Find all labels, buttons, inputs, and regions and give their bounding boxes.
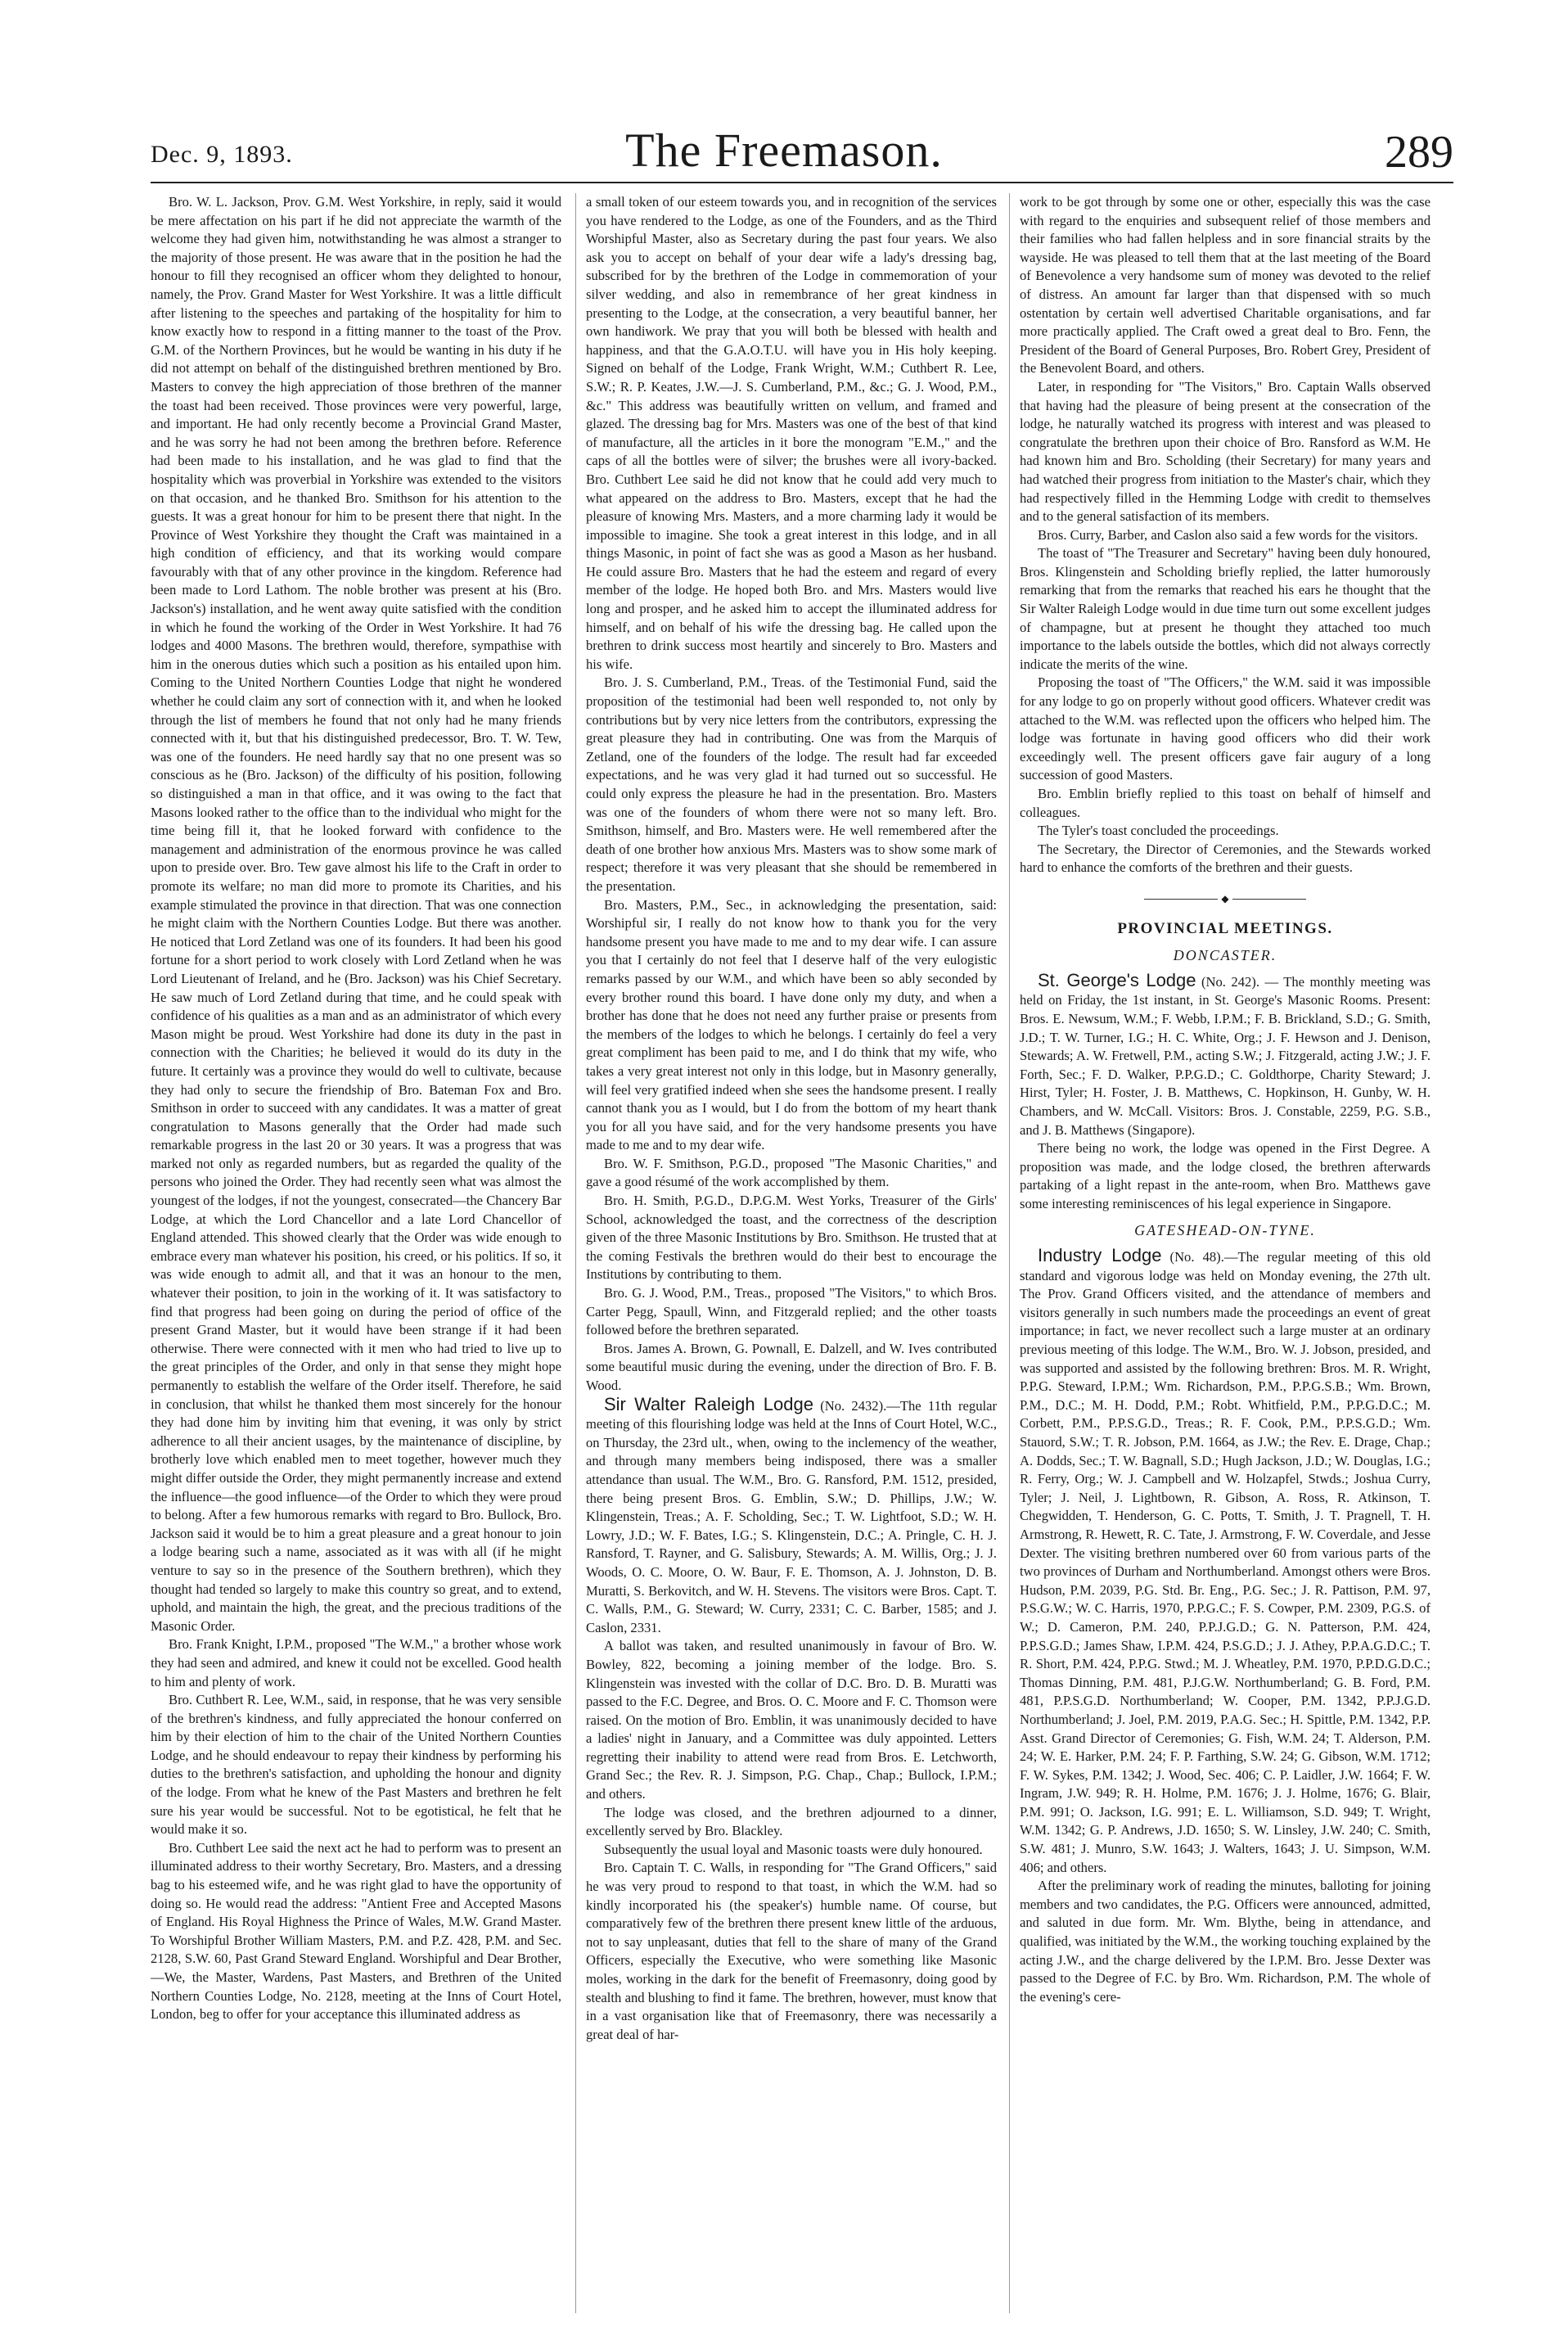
lodge-number: (No. 242). — [1201, 973, 1259, 990]
lodge-name: Sir Walter Raleigh Lodge — [604, 1393, 813, 1414]
paragraph: Bros. Curry, Barber, and Caslon also said a few words for the visitors. — [1038, 526, 1418, 543]
section-heading: PROVINCIAL MEETINGS. — [1117, 919, 1333, 937]
column-divider — [575, 193, 576, 2313]
paragraph: The Secretary, the Director of Ceremonies, and the Stewards worked hard to enhance the comforts of the brethren and their guests. — [1020, 841, 1431, 876]
paragraph: Bro. H. Smith, P.G.D., D.P.G.M. West Yorks, Treasurer of the Girls' School, acknowledged the toast, and the correctness of the description given of the three Masonic Institutions by Bro. Smithson. He trusted that at the coming Festivals the brethren would do their best to encourage the Institutions by contributing to them. — [586, 1193, 997, 1283]
place-heading: DONCASTER. — [1173, 947, 1277, 964]
header-rule — [151, 182, 1453, 183]
paragraph: Subsequently the usual loyal and Masonic toasts were duly honoured. — [604, 1841, 983, 1857]
paragraph: — The monthly meeting was held on Friday, the 1st instant, in St. George's Masonic Rooms. Present: Bros. E. Newsum, W.M.; F. Webb, I.P.M.; F. B. Brickland, S.D.; G. Smith, J.D.; T. W. Turner, I.G.; H. C. White, Org.; J. F. Hewson and J. Denison, Stewards; A. W. Fretwell, P.M., acting S.W.; J. Fitzgerald, acting J.W.; J. F. Forth, Sec.; F. D. Walker, P.P.G.D.; C. Goldthorpe, Charity Steward; J. Hirst, Tyler; H. Foster, J. B. Matthews, C. Hopkinson, H. Gunby, W. H. Chambers, and W. McCall. Visitors: Bros. J. Constable, 2259, P.G. S.B., and J. B. Matthews (Singapore). — [1020, 973, 1431, 1138]
paragraph: Bro. Captain T. C. Walls, in responding for "The Grand Officers," said he was very proud to respond to that toast, in which the W.M. had so kindly incorporated his (the speaker's) humble name. Of course, but comparatively few of the brethren there present knew little of the arduous, not to say unpleasant, duties that fell to the share of many of the Grand Officers, especially the Executive, who were something like Masonic moles, working in the dark for the benefit of Freemasonry, doing good by stealth and blushing to find it fame. The brethren, however, must know that in a vast organisation like that of Freemasonry, there was necessarily a great deal of har- — [586, 1860, 997, 2042]
paragraph: The 11th regular meeting of this flourishing lodge was held at the Inns of Court Hotel, W.C., on Thursday, the 23rd ult., when, owing to the inclemency of the weather, and through many members being indisposed, there was a smaller attendance than usual. The W.M., Bro. G. Ransford, P.M. 1512, presided, there being present Bros. G. Emblin, S.W.; D. Phillips, J.W.; W. Klingenstein, Treas.; A. F. Scholding, Sec.; T. W. Lightfoot, S.D.; W. H. Lowry, J.D.; W. F. Bates, I.G.; S. Klingenstein, D.C.; A. Pringle, C. H. J. Ransford, T. Rayner, and G. Salisbury, Stewards; A. M. Willis, Org.; J. J. Woods, O. C. Moore, O. W. Baur, F. E. Thomson, A. J. Johnston, D. B. Muratti, S. Berkovitch, and W. H. Stevens. The visitors were Bros. Capt. T. C. Walls, P.M., G. Steward; W. Curry, 2331; C. C. Barber, 1585; and J. Caslon, 2331. — [586, 1397, 997, 1635]
paragraph: Bro. W. L. Jackson, Prov. G.M. West Yorkshire, in reply, said it would be mere affectation on his part if he did not appreciate the warmth of the welcome they had given him, notwithstanding he was almost a stranger to the majority of those present. He was aware that in the position he had the honour to fill they recognised an officer whom they delighted to honour, namely, the Prov. Grand Master for West Yorkshire. It was a little difficult after listening to the speeches and partaking of the hospitality for him to know exactly how to respond in a fitting manner to the toast of the Prov. G.M. of the Northern Provinces, but he would be wanting in his duty if he did not attempt on behalf of the distinguished brethren mentioned by Bro. Masters to convey the high appreciation of those brethren of the manner the toast had been received. Those provinces were very powerful, large, and important. He had only recently become a Provincial Grand Master, and he was sorry he had not been among the brethren before. Reference had been made to his installation, and he was glad to find that the hospitality which was proverbial in Yorkshire was extended to the visitors on that occasion, and he thanked Bro. Smithson for his attention to the guests. It was a great honour for him to be present there that night. In the Province of West Yorkshire they thought the Craft was maintained in a high condition of efficiency, and that its working would compare favourably with that of any other province in the kingdom. Reference had been made to Lord Lathom. The noble brother was present at his (Bro. Jackson's) installation, and he went away quite satisfied with the condition in which he found the working of the Order in West Yorkshire. It had 76 lodges and 4000 Masons. The brethren would, therefore, sympathise with him in the onerous duties which such a position as his entailed upon him. Coming to the United Northern Counties Lodge that night he wondered whether he could claim any sort of connection with it, and when he looked through the list of members he found that not only had he many friends connected with it, but that his distinguished predecessor, Bro. T. W. Tew, was one of the founders. He need hardly say that no one present was so conscious as he (Bro. Jackson) of the difficulty of his position, following so distinguished a man in that office, and it was owing to the fact that Masons looked rather to the office than to the individual who might for the time being fill it, that he looked forward with confidence to the management and administration of the enormous province he was called upon to preside over. Bro. Tew gave almost his life to the Craft in order to promote its welfare; no man did more to promote its Charities, and his example stimulated the province in that direction. That was one connection he might claim with the Northern Counties Lodge. But there was another. He noticed that Lord Zetland was one of its founders. It had been his good fortune for a short period to work closely with Lord Zetland when he was Lord Lieutenant of Ireland, and he (Bro. Jackson) was his Chief Secretary. He saw much of Lord Zetland during that time, and he could speak with confidence of his qualities as a man and as an administrator of which every Mason might be proud. West Yorkshire had done its duty in the past in connection with the Charities; he believed it would do its duty in the future. It certainly was a province they would do well to cultivate, because they had only to secure the friendship of Bro. Bateman Fox and Bro. Smithson in order to succeed with any candidates. It was a matter of great congratulation to Masons generally that the Order had made such remarkable progress in the last 20 or 30 years. It was a progress that was marked not only as regarded numbers, but as regarded the quality of the persons who joined the Order. They had recently seen what was almost the youngest of the lodges, if not the youngest, consecrated—the Chancery Bar Lodge, at which the Lord Chancellor and a late Lord Chancellor of England attended. This showed clearly that the Order was wide enough to embrace every man whatever his position, his creed, or his politics. If so, it was wide enough to admit all, and that it was an honour to the men, whatever their position, to join in the working of it. It was satisfactory to find that progress had been going on during the period of office of the present Grand Master, but it would have been strange if it had been otherwise. There were connected with it men who had tried to live up to the great principles of the Order, and only in that sense they might hope permanently to establish the welfare of the Order itself. Therefore, he said in conclusion, that whilst he thanked them most sincerely for the honour they had done him by inviting him that evening, it was only by strict adherence to all their ancient usages, by the maintenance of discipline, by brotherly love which enabled men to meet together, however much they might differ outside the Order, they might permanently increase and extend the influence—the good influence—of the Order to which they were proud to belong. After a few humorous remarks with regard to Bro. Bullock, Bro. Jackson said it would be to him a great pleasure and a great honour to join a lodge bearing such a name, associated as it was with all (if he might venture to say so in the presence of the Southern brethren), which they thought had tended so largely to make this country so great, and to extend, uphold, and maintain the high, the great, and the precious traditions of the Masonic Order. — [151, 194, 561, 1634]
column-1 — [151, 193, 561, 2313]
page-header — [115, 123, 1453, 180]
paragraph: Bro. Masters, P.M., Sec., in acknowledging the presentation, said: Worshipful sir, I really do not know how to thank you for the very handsome present you have made to me and to my dear wife. I can assure you that I certainly do not feel that I deserve half of the very eulogistic remarks passed by our W.M., and which have been so ably seconded by every brother round this board. I have done only my duty, and when a brother has done that he does not need any further praise or presents from the members of the lodges to which he belongs. I certainly do feel a very great compliment has been paid to me, and I do think that my wife, who takes a very great interest not only in this lodge, but in Masonry generally, will feel very gratified indeed when she sees the handsome present. I really cannot thank you as I would, but I do from the bottom of my heart thank you for all you have said, and for the very handsome presents you have made to me and to my dear wife. — [586, 896, 997, 1153]
paragraph: The Tyler's toast concluded the proceedings. — [1038, 823, 1279, 839]
paragraph: Bro. Cuthbert R. Lee, W.M., said, in response, that he was very sensible of the brethren's kindness, and fully appreciated the honour conferred on him by their election of him to the chair of the United Northern Counties Lodge, and he should endeavour to repay their kindness by performing his duties to the brethren's satisfaction, and upholding the honour and dignity of the lodge. From what he knew of the Past Masters and brethren he felt sure his year would be successful. Not to be egotistical, he felt that he would make it so. — [151, 1692, 561, 1838]
paragraph: Proposing the toast of "The Officers," the W.M. said it was impossible for any lodge to go on properly without good officers. Whatever credit was attached to the W.M. was reflected upon the officers who helped him. The lodge was fortunate in having good officers who did their work exceedingly well. The present officers gave fair augury of a long succession of good Masters. — [1020, 674, 1431, 783]
lodge-number: (No. 2432). — [820, 1397, 887, 1414]
paragraph: The toast of "The Treasurer and Secretary" having been duly honoured, Bros. Klingenstein and Scholding briefly replied, the latter humorously remarking that from the remarks that reached his ears he thought that the Sir Walter Raleigh Lodge would in due time turn out some excellent judges of champagne, but at present he thought they attached too much importance to the labels outside the bottles, which did not always correctly indicate the merits of the wine. — [1020, 545, 1431, 672]
paragraph: Bro. G. J. Wood, P.M., Treas., proposed "The Visitors," to which Bros. Carter Pegg, Spaull, Winn, and Fitzgerald replied; and the other toasts followed before the brethren separated. — [586, 1285, 997, 1338]
page-number: 289 — [1385, 127, 1453, 178]
lodge-name: Industry Lodge — [1038, 1245, 1162, 1266]
column-2 — [586, 193, 997, 2313]
lodge-report-heading — [1020, 969, 1431, 1139]
section-ornament: ◆ — [1020, 889, 1431, 909]
paragraph: Bro. J. S. Cumberland, P.M., Treas. of the Testimonial Fund, said the proposition of the testimonial had been well responded to, not only by contributions but by very nice letters from the contributors, expressing the great pleasure they had in contributing. One was from the Marquis of Zetland, one of the founders of the lodge. The result had far exceeded expectations, and he was very glad it had turned out so successful. He could only express the pleasure he had in the presentation. Bro. Masters was one of the founders of whom there were not so many left. Bro. Smithson, himself, and Bro. Masters were. He well remembered after the death of one brother how anxious Mrs. Masters was to show some mark of respect; therefore it was very pleasant that she should be remembered in the presentation. — [586, 674, 997, 894]
paragraph: Bro. W. F. Smithson, P.G.D., proposed "The Masonic Charities," and gave a good résumé of the work accomplished by them. — [586, 1155, 997, 1190]
masthead-title: The Freemason. — [625, 124, 943, 177]
paragraph: Bro. Frank Knight, I.P.M., proposed "The W.M.," a brother whose work they had seen and admired, and knew it could not be excelled. Good health to him and plenty of work. — [151, 1636, 561, 1689]
issue-date: Dec. 9, 1893. — [151, 141, 293, 168]
place-heading: GATESHEAD-ON-TYNE. — [1134, 1222, 1316, 1239]
lodge-report-heading — [1020, 1247, 1431, 1877]
lodge-report-heading: Sir Walter Raleigh Lodge (No. 2432).—The 11th regular meeting of this flourishing lodge was held at the Inns of Court Hotel, W.C., on Thursday, the 23rd ult., when, owing to the inclemency of the weather, and through many members being indisposed, there was a smaller attendance than usual. The W.M., Bro. G. Ransford, P.M. 1512, presided, there being present Bros. G. Emblin, S.W.; D. Phillips, J.W.; W. Klingenstein, Treas.; A. F. Scholding, Sec.; T. W. Lightfoot, S.D.; W. H. Lowry, J.D.; W. F. Bates, I.G.; S. Klingenstein, D.C.; A. Pringle, C. H. J. Ransford, T. Rayner, and G. Salisbury, Stewards; A. M. Willis, Org.; J. J. Woods, O. C. Moore, O. W. Baur, F. E. Thomson, A. J. Johnston, D. B. Muratti, S. Berkovitch, and W. H. Stevens. The visitors were Bros. Capt. T. C. Walls, P.M., G. Steward; W. Curry, 2331; C. C. Barber, 1585; and J. Caslon, 2331. — [586, 1393, 997, 1635]
lodge-number: (No. 48). — [1169, 1249, 1224, 1265]
paragraph: Later, in responding for "The Visitors," Bro. Captain Walls observed that having had the pleasure of being present at the consecration of the lodge, he naturally watched its progress with interest and was pleased to congratulate the brethren upon their choice of Bro. Ransford as W.M. He had known him and Bro. Scholding (their Secretary) for many years and had watched their progress from initiation to the Master's chair, which they had respectively filled in the Hemming Lodge with credit to themselves and to the general satisfaction of its members. — [1020, 378, 1431, 525]
column-3 — [1020, 193, 1431, 2313]
paragraph: Bros. James A. Brown, G. Pownall, E. Dalzell, and W. Ives contributed some beautiful music during the evening, under the direction of Bro. F. B. Wood. — [586, 1340, 997, 1393]
paragraph: Bro. Cuthbert Lee said the next act he had to perform was to present an illuminated address to their worthy Secretary, Bro. Masters, and a dressing bag to his esteemed wife, and he was right glad to have the opportunity of doing so. He would read the address: "Antient Free and Accepted Masons of England. His Royal Highness the Prince of Wales, M.W. Grand Master. To Worshipful Brother William Masters, P.M. and P.Z. 428, P.M. and Sec. 2128, S.W. 60, Past Grand Steward England. Worshipful and Dear Brother,—We, the Master, Wardens, Past Masters, and Brethren of the United Northern Counties Lodge, No. 2128, meeting at the Inns of Court Hotel, London, beg to offer for your acceptance this illuminated address as — [151, 1839, 561, 2023]
paragraph: A ballot was taken, and resulted unanimously in favour of Bro. W. Bowley, 822, becoming a joining member of the lodge. Bro. S. Klingenstein was invested with the collar of D.C. Bro. D. B. Muratti was passed to the F.C. Degree, and Bros. O. C. Moore and F. C. Thomson were raised. On the motion of Bro. Emblin, it was unanimously decided to have a ladies' night in January, and a Committee was duly appointed. Letters regretting their inability to attend were read from Bros. E. Letchworth, Grand Sec.; the Rev. R. J. Simpson, P.G. Chap., Chap.; Bullock, I.P.M.; and others. — [586, 1638, 997, 1802]
paragraph: a small token of our esteem towards you, and in recognition of the services you have rendered to the Lodge, as one of the Founders, and as the Third Worshipful Master, also as Secretary during the past four years. We also ask you to accept on behalf of your dear wife a lady's dressing bag, subscribed for by the brethren of the Lodge in commemoration of your silver wedding, and also in remembrance of her great kindness in presenting to the Lodge, at the consecration, a very beautiful banner, her own handiwork. We pray that you will both be blessed with health and happiness, and that the G.A.O.T.U. will have you in His holy keeping. Signed on behalf of the Lodge, Frank Wright, W.M.; Cuthbert R. Lee, S.W.; R. P. Keates, J.W.—J. S. Cumberland, P.M., &c.; G. J. Wood, P.M., &c." This address was beautifully written on vellum, and framed and glazed. The dressing bag for Mrs. Masters was one of the best of that kind of manufacture, all the articles in it bore the monogram "E.M.," and the caps of all the bottles were of silver; the brushes were all ivory-backed. Bro. Cuthbert Lee said he did not know that he could add very much to what appeared on the address to Bro. Masters, except that he had the pleasure of knowing Mrs. Masters, and a more charming lady it would be impossible to imagine. She took a great interest in this lodge, and in all things Masonic, in point of fact she was as good a Mason as her husband. He could assure Bro. Masters that he had the esteem and regard of every member of the lodge. He hoped both Bro. and Mrs. Masters would live long and prosper, and he asked him to accept the illuminated address for himself, and on behalf of his wife the dressing bag. He called upon the brethren to drink success most heartily and sincerely to Bro. Masters and his wife. — [586, 194, 997, 672]
paragraph: work to be got through by some one or other, especially this was the case with regard to the enquiries and subsequent relief of those members and their families who had fallen helpless and in sore financial straits by the wayside. He was pleased to tell them that at the last meeting of the Board of Benevolence a very handsome sum of money was devoted to the relief of distress. An amount far larger than that dispensed with so much ostentation by certain well advertised Charitable organisations, and far more practically applied. The Craft owed a great deal to Bro. Fenn, the President of the Board of General Purposes, Bro. Robert Grey, President of the Benevolent Board, and others. — [1020, 194, 1431, 377]
paragraph: Bro. Emblin briefly replied to this toast on behalf of himself and colleagues. — [1020, 786, 1431, 820]
column-divider — [1009, 193, 1010, 2313]
paragraph: —The regular meeting of this old standard and vigorous lodge was held on Monday evening, the 27th ult. The Prov. Grand Officers visited, and the attendance of members and visitors generally in such numbers made the proceedings an event of great importance; in fact, we never recollect such a large muster at an ordinary previous meeting of this lodge. The W.M., Bro. W. J. Jobson, presided, and was supported and assisted by the following brethren: Bros. M. R. Wright, P.P.G. Steward, I.P.M.; Wm. Richardson, P.M., P.P.G.S.B.; Wm. Brown, P.M., D.C.; M. H. Dodd, P.M.; Robt. Whitfield, P.M., P.P.G.D.C.; M. Corbett, P.M., P.P.S.G.D., Treas.; R. F. Cook, P.M., P.P.S.G.D.; Wm. Stauord, S.W.; T. R. Jobson, P.M. 1664, as J.W.; the Rev. E. Drage, Chap.; A. Dodds, Sec.; T. W. Bagnall, S.D.; Hugh Jackson, J.D.; W. Douglas, I.G.; R. Ferry, Org.; W. J. Campbell and W. Holzapfel, Stwds.; Joshua Curry, Tyler; J. Neil, J. Lightbown, R. Gibson, A. Ross, R. Atkinson, T. Chegwidden, T. Henderson, G. C. Potts, T. Smith, J. T. Pragnell, T. H. Armstrong, R. Hewett, R. C. Tate, J. Armstrong, F. W. Coverdale, and Jesse Dexter. The visiting brethren numbered over 60 from various parts of the two provinces of Durham and Northumberland. Amongst others were Bros. Hudson, P.M. 2039, P.G. Std. Br. Eng., P.G. Sec.; J. R. Pattison, P.M. 97, P.S.G.W.; W. C. Harris, 1970, P.P.G.C.; F. S. Cowper, P.M. 2309, P.G.S. of W.; D. Cameron, P.M. 240, P.P.J.G.D.; G. N. Patterson, P.M. 424, P.P.S.G.D.; James Shaw, I.P.M. 424, P.S.G.D.; J. J. Athey, P.P.A.G.D.C.; T. R. Short, P.M. 424, P.P.G. Stwd.; M. J. Wheatley, P.M. 1970, P.P.D.G.D.C.; Thomas Dinning, P.M. 481, P.J.G.W. Northumberland; G. B. Ford, P.M. 481, P.P.S.G.D. Northumberland; W. Cooper, P.M. 1342, P.P.J.G.D. Northumberland; J. Joel, P.M. 2019, P.A.G. Sec.; H. Spittle, P.M. 1342, P.P. Asst. Grand Director of Ceremonies; G. Fish, W.M. 24; T. Alderson, P.M. 24; W. E. Harker, P.M. 24; F. P. Farthing, S.W. 24; G. Gibson, W.M. 1712; F. W. Sykes, P.M. 1342; J. Wood, Sec. 406; C. P. Laidler, J.W. 1664; F. W. Ingram, J.W. 949; R. H. Holme, P.M. 1676; J. J. Holme, 1676; G. Blair, P.M. 991; O. Jackson, I.G. 991; E. L. Williamson, S.D. 949; T. Wright, W.M. 1342; G. P. Andrews, J.D. 1650; S. W. Linsley, J.W. 240; C. Smith, S.W. 481; J. Munro, S.W. 1643; J. Walters, 1643; J. U. Simpson, W.M. 406; and others. — [1020, 1249, 1431, 1875]
paragraph: After the preliminary work of reading the minutes, balloting for joining members and two candidates, the P.G. Officers were announced, admitted, and saluted in due form. Mr. Wm. Blythe, being in attendance, and qualified, was initiated by the W.M., the working touching explained by the acting J.W., and the charge delivered by the I.P.M. Bro. Jesse Dexter was passed to the Degree of F.C. by Bro. Wm. Richardson, P.M. The whole of the evening's cere- — [1020, 1878, 1431, 2005]
paragraph: There being no work, the lodge was opened in the First Degree. A proposition was made, and the lodge closed, the brethren afterwards partaking of a light repast in the ante-room, when Bro. Matthews gave some interesting reminiscences of his legal experience in Singapore. — [1020, 1140, 1431, 1211]
lodge-name: St. George's Lodge — [1038, 969, 1196, 990]
paragraph: The lodge was closed, and the brethren adjourned to a dinner, excellently served by Bro. Blackley. — [586, 1804, 997, 1839]
